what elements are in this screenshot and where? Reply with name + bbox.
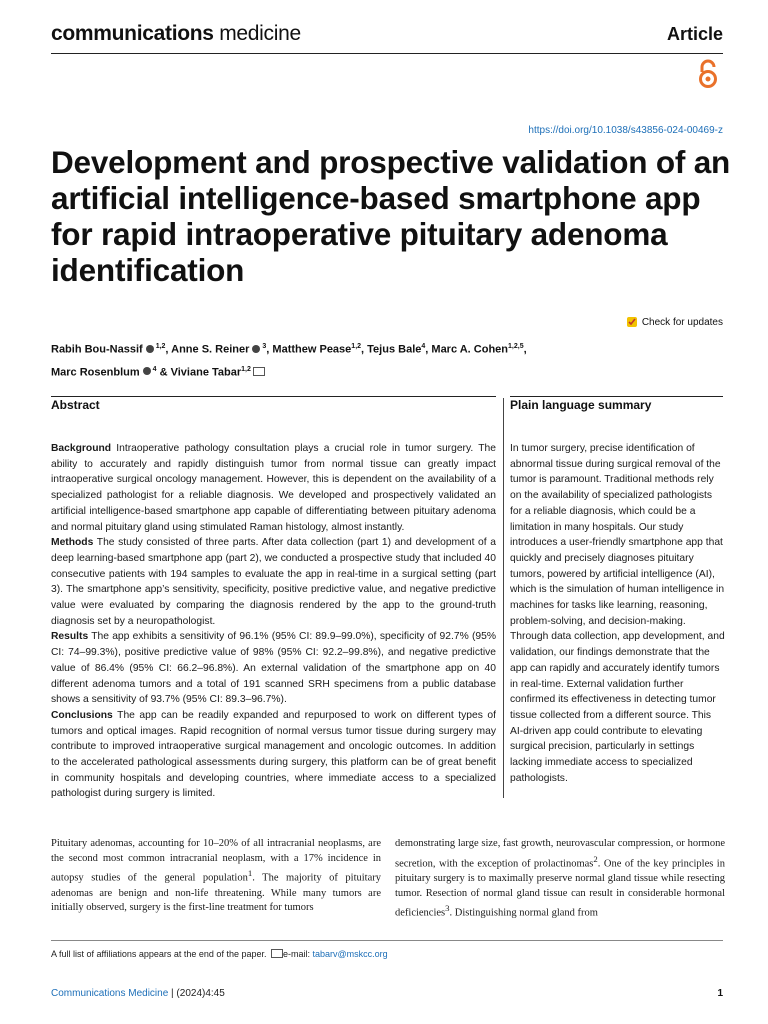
doi-link[interactable]: https://doi.org/10.1038/s43856-024-00469-z	[528, 125, 723, 136]
journal-name	[51, 22, 301, 46]
summary-rule	[510, 396, 723, 397]
results-label: Results	[51, 631, 89, 643]
body-text: demonstrating large size, fast growth, neurovascular compression, or hormone secretion, with the exception of prolactinomas	[395, 838, 725, 870]
body-text: . Distinguishing normal gland from	[449, 907, 598, 919]
reference-link[interactable]: 3	[445, 903, 450, 914]
orcid-icon[interactable]	[252, 345, 260, 353]
author-separator: &	[156, 366, 171, 379]
email-label: e-mail:	[283, 949, 313, 959]
body-text: Pituitary adenomas, accounting for 10–20% of all intracranial neoplasms, are the second most common intracranial neoplasm, with a 17% incidence in autopsy studies of the general population	[51, 838, 381, 884]
author-name[interactable]: Marc A. Cohen	[431, 343, 509, 356]
results-text: The app exhibits a sensitivity of 96.1% (95% CI: 89.9–99.0%), specificity of 92.7% (95% CI: 74–99.3%), positive predictive value of 98% (95% CI: 92.2–99.8%), and negative predictive value of 86.4% (95% CI: 66.2–96.8%). An external validation of the smartphone app on 40 different adenoma tumors and a total of 191 scanned SRH specimens from a public database shows a sensitivity of 93.7% (95% CI: 89.3–96.7%).	[51, 631, 496, 706]
author-separator: ,	[165, 343, 172, 356]
plain-language-text: In tumor surgery, precise identification of abnormal tissue during surgical removal of the tumor is paramount. Traditional methods rely on the availability of specialized pathologists for a reliable diagnosis, which could be a limitation in many hospitals. Our study introduces a user-friendly smartphone app that quickly and precisely diagnoses pituitary tumors, powered by artificial intelligence (AI), which is the simulation of human intelligence in machines for tasks like learning, reasoning, problem-solving, and decision-making. Through data collection, app development, and validation, our findings demonstrate that the app can rapidly and accurately identify tumors in real-time. External validation further confirmed its effectiveness in detecting tumor tissue collected from a different source. This AI-driven app could contribute to elevating surgical precision, particularly in settings lacking immediate access to specialized pathologists.	[510, 443, 725, 784]
reference-link[interactable]: 1	[247, 868, 253, 879]
journal-name-light: medicine	[219, 22, 301, 45]
plain-language-heading: Plain language summary	[510, 398, 652, 412]
conclusions-label: Conclusions	[51, 709, 113, 721]
abstract-background	[51, 441, 496, 535]
check-updates-label: Check for updates	[641, 316, 723, 328]
author-name[interactable]: Marc Rosenblum	[51, 366, 140, 379]
page-number: 1	[717, 988, 723, 999]
abstract-conclusions	[51, 708, 496, 802]
author-affiliation: 1,2	[241, 365, 251, 373]
author-affiliation: 1,2,5	[508, 343, 524, 350]
header-rule	[51, 53, 723, 54]
methods-text: The study consisted of three parts. After data collection (part 1) and development of a deep learning-based smartphone app (part 2), we conducted a prospective study that included 40 consecutive patients with 194 samples to evaluate the app in real-time in a surgical setting (part 3). The smartphone app’s sensitivity, specificity, positive predictive value, and negative predictive value were evaluated by comparing the diagnosis rendered by the app to the ground-truth diagnosis set by a neuropathologist.	[51, 537, 496, 627]
article-type: Article	[666, 24, 723, 44]
footer-volume: | (2024)4:45	[168, 988, 225, 999]
affiliations-note: A full list of affiliations appears at the end of the paper.	[51, 949, 267, 959]
abstract-results	[51, 629, 496, 708]
author-name[interactable]: Tejus Bale	[367, 343, 422, 356]
abstract-methods	[51, 535, 496, 629]
body-text: . The majority of pituitary adenomas are benign and non-life threatening. While many tumors are initially observed, surgery is the first-line treatment for tumors	[51, 872, 381, 914]
author-separator: ,	[361, 343, 368, 356]
conclusions-text: The app can be readily expanded and repurposed to work on different types of tumors and optical images. Rapid recognition of normal versus tumor tissue during surgery may contribute to improved intraoperative surgical management and oncologic outcomes. In addition to the accelerated pathological assessments during surgery, this platform can be of great benefit in community hospitals and developing countries, where immediate access to a specialized pathologist during surgery is limited.	[51, 709, 496, 800]
plain-language-body	[510, 441, 725, 786]
body-paragraph	[395, 837, 725, 922]
open-access-lock-icon	[696, 58, 720, 90]
author-name[interactable]: Matthew Pease	[272, 343, 352, 356]
author-affiliation: 1,2	[351, 343, 362, 350]
background-text: Intraoperative pathology consultation plays a crucial role in tumor surgery. The ability to accurately and rapidly distinguish tumor from normal tissue can greatly impact intraoperative surgical oncology management. However, this is dependent on the availability of a specialized pathologist for a reliable diagnosis. We developed and prospectively validated an artificial intelligence-based smartphone app capable of differentiating between pituitary adenoma and normal pituitary gland using stimulated Raman histology, almost instantly.	[51, 443, 496, 533]
body-paragraph	[51, 837, 381, 916]
author-affiliation: 1,2	[155, 343, 166, 350]
article-title: Development and prospective validation of an artificial intelligence-based smartphone app for rapid intraoperative pituitary adenoma identification	[51, 144, 731, 288]
footnote-rule	[51, 940, 723, 941]
abstract-heading: Abstract	[51, 398, 100, 412]
author-name[interactable]: Anne S. Reiner	[171, 343, 250, 356]
author-name[interactable]: Viviane Tabar	[170, 366, 242, 379]
author-affiliation: 4	[152, 365, 157, 373]
envelope-icon[interactable]	[253, 367, 265, 376]
email-link[interactable]: tabarv@mskcc.org	[312, 949, 388, 959]
author-name[interactable]: Rabih Bou-Nassif	[51, 343, 143, 356]
envelope-icon	[271, 949, 283, 958]
methods-label: Methods	[51, 537, 94, 549]
background-label: Background	[51, 443, 112, 454]
body-column-right	[395, 837, 725, 922]
author-list	[51, 337, 731, 382]
footer-citation	[51, 988, 225, 999]
author-separator: ,	[523, 343, 527, 356]
body-column-left	[51, 837, 381, 916]
check-updates-icon	[626, 316, 638, 328]
check-for-updates-button[interactable]	[626, 316, 723, 328]
reference-link[interactable]: 2	[593, 853, 598, 864]
footnote	[51, 949, 388, 959]
orcid-icon[interactable]	[146, 345, 154, 353]
footer-journal-link[interactable]: Communications Medicine	[51, 988, 169, 999]
body-text: . One of the key principles in pituitary surgery is to maximally preserve normal gland tissue while resecting tumor. Resection of normal gland tissue can result in considerable hormonal deficiencies	[395, 858, 725, 919]
abstract-body	[51, 441, 496, 802]
author-affiliation: 3	[262, 343, 267, 350]
author-affiliation: 4	[421, 343, 426, 350]
author-separator: ,	[425, 343, 432, 356]
orcid-icon[interactable]	[143, 367, 151, 375]
author-separator: ,	[266, 343, 273, 356]
journal-name-bold: communications	[51, 22, 214, 45]
abstract-rule	[51, 396, 496, 397]
column-divider	[503, 398, 504, 798]
